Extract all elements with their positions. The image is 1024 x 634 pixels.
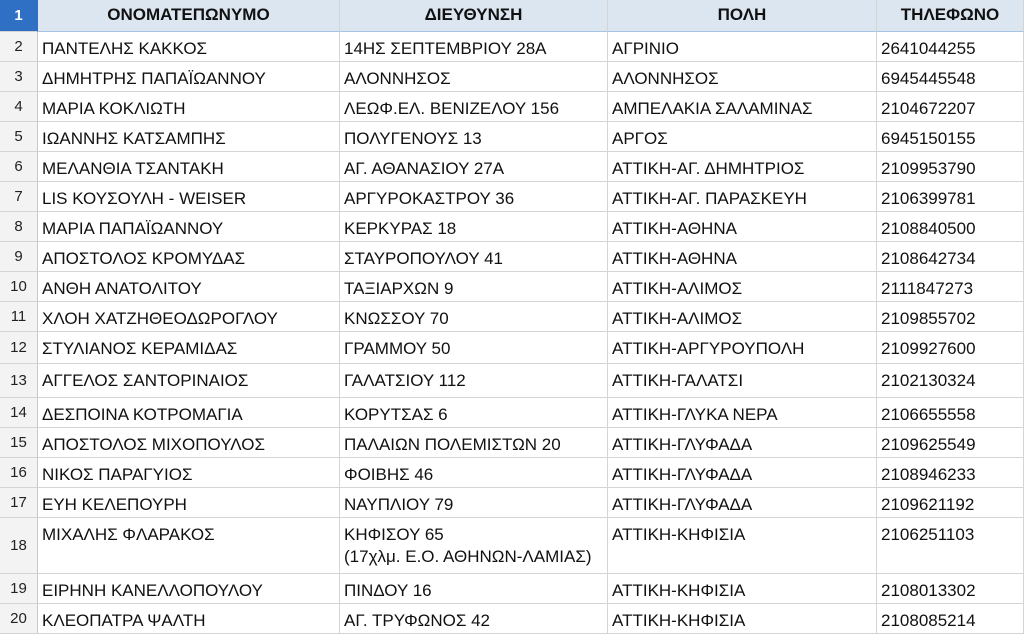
table-row bbox=[0, 458, 1024, 488]
cell-city[interactable]: ΑΤΤΙΚΗ-ΑΓ. ΠΑΡΑΣΚΕΥΗ bbox=[608, 182, 877, 212]
cell-name[interactable]: ΑΠΟΣΤΟΛΟΣ ΜΙΧΟΠΟΥΛΟΣ bbox=[38, 428, 340, 458]
cell-phone[interactable]: 2111847273 bbox=[877, 272, 1024, 302]
cell-address[interactable]: ΠΑΛΑΙΩΝ ΠΟΛΕΜΙΣΤΩΝ 20 bbox=[340, 428, 608, 458]
cell-name[interactable]: ΜΙΧΑΛΗΣ ΦΛΑΡΑΚΟΣ bbox=[38, 518, 340, 574]
cell-name[interactable]: ΜΑΡΙΑ ΚΟΚΛΙΩΤΗ bbox=[38, 92, 340, 122]
table-row bbox=[0, 302, 1024, 332]
cell-address[interactable]: ΣΤΑΥΡΟΠΟΥΛΟΥ 41 bbox=[340, 242, 608, 272]
column-header-name[interactable]: ΟΝΟΜΑΤΕΠΩΝΥΜΟ bbox=[38, 0, 340, 32]
row-header[interactable]: 7 bbox=[0, 182, 38, 212]
column-header-address[interactable]: ΔΙΕΥΘΥΝΣΗ bbox=[340, 0, 608, 32]
cell-address[interactable]: ΑΓ. ΤΡΥΦΩΝΟΣ 42 bbox=[340, 604, 608, 634]
cell-address[interactable]: ΓΑΛΑΤΣΙΟΥ 112 bbox=[340, 364, 608, 398]
row-header[interactable]: 13 bbox=[0, 364, 38, 398]
table-row bbox=[0, 488, 1024, 518]
row-header[interactable]: 8 bbox=[0, 212, 38, 242]
cell-phone[interactable]: 2106251103 bbox=[877, 518, 1024, 574]
cell-phone[interactable]: 2109625549 bbox=[877, 428, 1024, 458]
cell-phone[interactable]: 2102130324 bbox=[877, 364, 1024, 398]
table-row bbox=[0, 604, 1024, 634]
table-row bbox=[0, 32, 1024, 62]
row-header[interactable]: 2 bbox=[0, 32, 38, 62]
cell-city[interactable]: ΑΤΤΙΚΗ-ΑΡΓΥΡΟΥΠΟΛΗ bbox=[608, 332, 877, 364]
cell-phone[interactable]: 2109927600 bbox=[877, 332, 1024, 364]
cell-city[interactable]: ΑΤΤΙΚΗ-ΚΗΦΙΣΙΑ bbox=[608, 574, 877, 604]
table-row bbox=[0, 332, 1024, 364]
cell-name[interactable]: ΑΝΘΗ ΑΝΑΤΟΛΙΤΟΥ bbox=[38, 272, 340, 302]
cell-phone[interactable]: 2108085214 bbox=[877, 604, 1024, 634]
cell-phone[interactable]: 2109621192 bbox=[877, 488, 1024, 518]
table-row bbox=[0, 398, 1024, 428]
table-row bbox=[0, 272, 1024, 302]
table-row bbox=[0, 122, 1024, 152]
row-header[interactable]: 10 bbox=[0, 272, 38, 302]
cell-address[interactable]: ΝΑΥΠΛΙΟΥ 79 bbox=[340, 488, 608, 518]
table-row bbox=[0, 92, 1024, 122]
cell-city[interactable]: ΑΤΤΙΚΗ-ΑΓ. ΔΗΜΗΤΡΙΟΣ bbox=[608, 152, 877, 182]
table-row bbox=[0, 212, 1024, 242]
column-header-phone[interactable]: ΤΗΛΕΦΩΝΟ bbox=[877, 0, 1024, 32]
cell-phone[interactable]: 2108013302 bbox=[877, 574, 1024, 604]
cell-phone[interactable]: 2108642734 bbox=[877, 242, 1024, 272]
row-header[interactable]: 12 bbox=[0, 332, 38, 364]
table-row bbox=[0, 574, 1024, 604]
cell-city[interactable]: ΑΤΤΙΚΗ-ΚΗΦΙΣΙΑ bbox=[608, 518, 877, 574]
row-header-1[interactable]: 1 bbox=[0, 0, 38, 32]
cell-city[interactable]: ΑΡΓΟΣ bbox=[608, 122, 877, 152]
cell-name[interactable]: ΙΩΑΝΝΗΣ ΚΑΤΣΑΜΠΗΣ bbox=[38, 122, 340, 152]
row-header[interactable]: 6 bbox=[0, 152, 38, 182]
cell-address[interactable]: ΦΟΙΒΗΣ 46 bbox=[340, 458, 608, 488]
cell-city[interactable]: ΑΤΤΙΚΗ-ΚΗΦΙΣΙΑ bbox=[608, 604, 877, 634]
cell-name[interactable]: LIS ΚΟΥΣΟΥΛΗ - WEISER bbox=[38, 182, 340, 212]
cell-city[interactable]: ΑΤΤΙΚΗ-ΑΛΙΜΟΣ bbox=[608, 302, 877, 332]
cell-name[interactable]: ΚΛΕΟΠΑΤΡΑ ΨΑΛΤΗ bbox=[38, 604, 340, 634]
table-row bbox=[0, 364, 1024, 398]
cell-phone[interactable]: 2104672207 bbox=[877, 92, 1024, 122]
cell-address[interactable]: 14ΗΣ ΣΕΠΤΕΜΒΡΙΟΥ 28Α bbox=[340, 32, 608, 62]
cell-city[interactable]: ΑΤΤΙΚΗ-ΑΘΗΝΑ bbox=[608, 242, 877, 272]
cell-phone[interactable]: 6945445548 bbox=[877, 62, 1024, 92]
cell-address[interactable]: ΚΕΡΚΥΡΑΣ 18 bbox=[340, 212, 608, 242]
row-header[interactable]: 14 bbox=[0, 398, 38, 428]
cell-address[interactable]: ΛΕΩΦ.ΕΛ. ΒΕΝΙΖΕΛΟΥ 156 bbox=[340, 92, 608, 122]
cell-address[interactable]: ΑΛΟΝΝΗΣΟΣ bbox=[340, 62, 608, 92]
row-header[interactable]: 17 bbox=[0, 488, 38, 518]
cell-address[interactable]: ΚΝΩΣΣΟΥ 70 bbox=[340, 302, 608, 332]
cell-city[interactable]: ΑΤΤΙΚΗ-ΑΘΗΝΑ bbox=[608, 212, 877, 242]
cell-address[interactable]: ΑΡΓΥΡΟΚΑΣΤΡΟΥ 36 bbox=[340, 182, 608, 212]
cell-city[interactable]: ΑΤΤΙΚΗ-ΓΛΥΚΑ ΝΕΡΑ bbox=[608, 398, 877, 428]
row-header[interactable]: 19 bbox=[0, 574, 38, 604]
cell-address[interactable]: ΑΓ. ΑΘΑΝΑΣΙΟΥ 27Α bbox=[340, 152, 608, 182]
row-header[interactable]: 4 bbox=[0, 92, 38, 122]
row-header[interactable]: 5 bbox=[0, 122, 38, 152]
cell-name[interactable]: ΝΙΚΟΣ ΠΑΡΑΓΥΙΟΣ bbox=[38, 458, 340, 488]
cell-name[interactable]: ΑΓΓΕΛΟΣ ΣΑΝΤΟΡΙΝΑΙΟΣ bbox=[38, 364, 340, 398]
cell-address[interactable]: ΤΑΞΙΑΡΧΩΝ 9 bbox=[340, 272, 608, 302]
cell-phone[interactable]: 2108840500 bbox=[877, 212, 1024, 242]
table-row bbox=[0, 242, 1024, 272]
cell-name[interactable]: ΔΕΣΠΟΙΝΑ ΚΟΤΡΟΜΑΓΙΑ bbox=[38, 398, 340, 428]
cell-city[interactable]: ΑΜΠΕΛΑΚΙΑ ΣΑΛΑΜΙΝΑΣ bbox=[608, 92, 877, 122]
cell-address[interactable] bbox=[340, 518, 608, 574]
cell-city[interactable]: ΑΓΡΙΝΙΟ bbox=[608, 32, 877, 62]
cell-name[interactable]: ΜΕΛΑΝΘΙΑ ΤΣΑΝΤΑΚΗ bbox=[38, 152, 340, 182]
cell-name[interactable]: ΕΙΡΗΝΗ ΚΑΝΕΛΛΟΠΟΥΛΟΥ bbox=[38, 574, 340, 604]
row-header[interactable]: 3 bbox=[0, 62, 38, 92]
cell-name[interactable]: ΣΤΥΛΙΑΝΟΣ ΚΕΡΑΜΙΔΑΣ bbox=[38, 332, 340, 364]
cell-phone[interactable]: 2109855702 bbox=[877, 302, 1024, 332]
cell-address[interactable]: ΚΟΡΥΤΣΑΣ 6 bbox=[340, 398, 608, 428]
cell-city[interactable]: ΑΤΤΙΚΗ-ΑΛΙΜΟΣ bbox=[608, 272, 877, 302]
cell-name[interactable]: ΠΑΝΤΕΛΗΣ ΚΑΚΚΟΣ bbox=[38, 32, 340, 62]
cell-city[interactable]: ΑΤΤΙΚΗ-ΓΛΥΦΑΔΑ bbox=[608, 458, 877, 488]
column-header-city[interactable]: ΠΟΛΗ bbox=[608, 0, 877, 32]
row-header[interactable]: 18 bbox=[0, 518, 38, 574]
cell-phone[interactable]: 2641044255 bbox=[877, 32, 1024, 62]
cell-name[interactable]: ΕΥΗ ΚΕΛΕΠΟΥΡΗ bbox=[38, 488, 340, 518]
row-header[interactable]: 15 bbox=[0, 428, 38, 458]
cell-name[interactable]: ΜΑΡΙΑ ΠΑΠΑΪΩΑΝΝΟΥ bbox=[38, 212, 340, 242]
table-row bbox=[0, 62, 1024, 92]
cell-phone[interactable]: 2109953790 bbox=[877, 152, 1024, 182]
table-row bbox=[0, 182, 1024, 212]
table-row bbox=[0, 152, 1024, 182]
address-line-1: ΚΗΦΙΣΟΥ 65 bbox=[344, 525, 444, 544]
row-header[interactable]: 16 bbox=[0, 458, 38, 488]
cell-phone[interactable]: 2108946233 bbox=[877, 458, 1024, 488]
row-header[interactable]: 9 bbox=[0, 242, 38, 272]
cell-city[interactable]: ΑΤΤΙΚΗ-ΓΛΥΦΑΔΑ bbox=[608, 428, 877, 458]
cell-address[interactable]: ΠΟΛΥΓΕΝΟΥΣ 13 bbox=[340, 122, 608, 152]
table-row bbox=[0, 428, 1024, 458]
cell-name[interactable]: ΑΠΟΣΤΟΛΟΣ ΚΡΟΜΥΔΑΣ bbox=[38, 242, 340, 272]
cell-phone[interactable]: 6945150155 bbox=[877, 122, 1024, 152]
cell-name[interactable]: ΧΛΟΗ ΧΑΤΖΗΘΕΟΔΩΡΟΓΛΟΥ bbox=[38, 302, 340, 332]
cell-city[interactable]: ΑΤΤΙΚΗ-ΓΛΥΦΑΔΑ bbox=[608, 488, 877, 518]
cell-city[interactable]: ΑΤΤΙΚΗ-ΓΑΛΑΤΣΙ bbox=[608, 364, 877, 398]
row-header[interactable]: 20 bbox=[0, 604, 38, 634]
row-header[interactable]: 11 bbox=[0, 302, 38, 332]
cell-phone[interactable]: 2106655558 bbox=[877, 398, 1024, 428]
cell-city[interactable]: ΑΛΟΝΝΗΣΟΣ bbox=[608, 62, 877, 92]
cell-phone[interactable]: 2106399781 bbox=[877, 182, 1024, 212]
cell-name[interactable]: ΔΗΜΗΤΡΗΣ ΠΑΠΑΪΩΑΝΝΟΥ bbox=[38, 62, 340, 92]
cell-address[interactable]: ΠΙΝΔΟΥ 16 bbox=[340, 574, 608, 604]
table-row bbox=[0, 518, 1024, 574]
address-line-2: (17χλμ. Ε.Ο. ΑΘΗΝΩΝ-ΛΑΜΙΑΣ) bbox=[344, 547, 592, 566]
header-row bbox=[0, 0, 1024, 32]
cell-address[interactable]: ΓΡΑΜΜΟΥ 50 bbox=[340, 332, 608, 364]
